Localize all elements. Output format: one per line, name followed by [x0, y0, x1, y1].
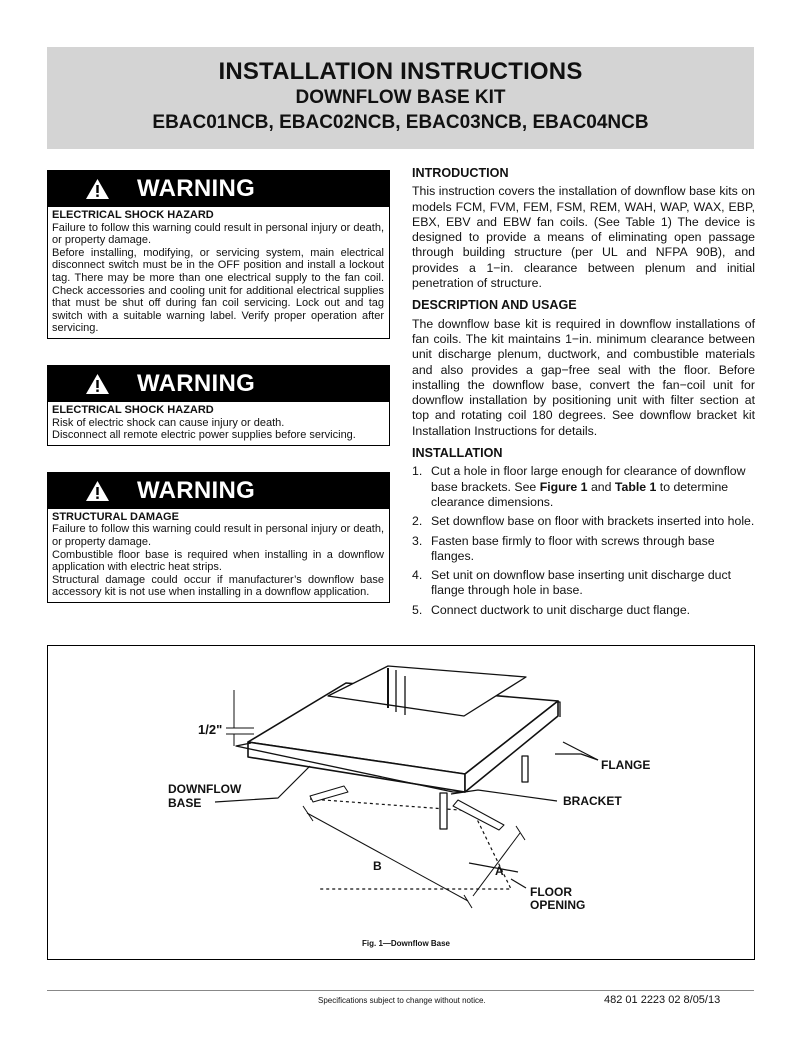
warning-triangle-icon: [85, 480, 110, 502]
list-item: [412, 534, 755, 565]
bracket-label: BRACKET: [563, 794, 622, 808]
list-item: [412, 603, 755, 618]
warning-triangle-icon: [85, 178, 110, 200]
warning-label: WARNING: [137, 175, 256, 202]
installation-heading: INSTALLATION: [412, 446, 503, 461]
warning-banner: [48, 473, 389, 509]
warning-paragraph: Risk of electric shock can cause injury or death.: [52, 416, 285, 429]
warning-triangle-icon: [85, 373, 110, 395]
clearance-label: 1/2": [198, 722, 223, 737]
document-subtitle: DOWNFLOW BASE KIT: [295, 87, 506, 108]
footer-divider: [47, 990, 754, 991]
warning-paragraph: Failure to follow this warning could result in personal injury or death, or property damage.: [52, 221, 384, 247]
warning-paragraph: Before installing, modifying, or servicing system, main electrical disconnect switch must be in the OFF position and install a lockout tag. There may be more than one electrical supply to the fan coil. Check accessories and cooling unit for additional electrical supplies that must be shut off during fan coil servicing. Lock out and tag switch with a suitable warning label. Verify proper operation after servicing.: [52, 246, 384, 335]
warning-paragraph: Combustible floor base is required when installing in a downflow application with electric heat strips.: [52, 548, 384, 574]
figure-reference: Figure 1: [539, 479, 588, 494]
step-text: Cut a hole in floor large enough for clearance of downflow base brackets. See Figure 1 and Table 1 to determine clearance dimensions.: [431, 464, 746, 509]
warning-label: WARNING: [137, 476, 256, 504]
instructions-column: [412, 166, 755, 622]
warning-text: [48, 207, 389, 338]
description-heading: DESCRIPTION AND USAGE: [412, 298, 577, 313]
warning-box: [47, 170, 390, 339]
warning-paragraph: Structural damage could occur if manufacturer’s downflow base accessory kit is not use when installing in a downflow application.: [52, 573, 384, 599]
floor-opening-label: OPENING: [530, 898, 586, 912]
step-number: 4.: [412, 568, 423, 583]
warning-banner: [48, 171, 389, 207]
floor-opening-label: FLOOR: [530, 885, 572, 899]
document-code: 482 01 2223 02 8/05/13: [604, 994, 721, 1006]
warning-banner: [48, 366, 389, 402]
warning-box: [47, 365, 390, 446]
downflow-base-label: DOWNFLOW: [168, 782, 242, 796]
step-number: 3.: [412, 533, 423, 548]
warning-text: [48, 509, 389, 602]
hazard-title: ELECTRICAL SHOCK HAZARD: [52, 209, 214, 221]
warning-text: [48, 402, 389, 445]
downflow-base-figure: [47, 645, 755, 960]
model-numbers: EBAC01NCB, EBAC02NCB, EBAC03NCB, EBAC04NCB: [152, 112, 649, 133]
footer-note: Specifications subject to change without notice.: [318, 996, 486, 1005]
warning-label: WARNING: [137, 369, 256, 397]
description-text: The downflow base kit is required in downflow installations of fan coils. The kit maintains 1−in. minimum clearance between unit discharge plenum, ductwork, and combustible materials and also provides a gap−free seal with the floor. Before installing the downflow base, convert the fan−coil unit for downflow installation by positioning unit with filter section at top and rotating coil 180 degrees. See downflow bracket kit Installation Instructions for details.: [412, 316, 755, 438]
dimension-a-label: A: [495, 864, 504, 878]
list-item: [412, 568, 755, 599]
figure-caption: Fig. 1—Downflow Base: [362, 939, 451, 948]
list-item: [412, 514, 755, 529]
introduction-heading: INTRODUCTION: [412, 166, 509, 180]
step-text: Connect ductwork to unit discharge duct flange.: [431, 602, 691, 617]
hazard-title: ELECTRICAL SHOCK HAZARD: [52, 403, 214, 416]
downflow-base-label: BASE: [168, 796, 202, 810]
step-number: 2.: [412, 514, 423, 529]
warning-box: [47, 472, 390, 603]
step-text: Set downflow base on floor with brackets inserted into hole.: [431, 514, 755, 529]
document-title: INSTALLATION INSTRUCTIONS: [218, 58, 583, 85]
table-reference: Table 1: [614, 479, 657, 494]
dimension-b-label: B: [373, 859, 382, 873]
downflow-base-drawing: [48, 646, 754, 959]
document-header: [47, 47, 754, 149]
step-text: Set unit on downflow base inserting unit discharge duct flange through hole in base.: [431, 568, 732, 598]
step-number: 1.: [412, 464, 423, 479]
step-number: 5.: [412, 602, 423, 617]
introduction-text: This instruction covers the installation of downflow base kits on models FCM, FVM, FEM, FSM, REM, WAH, WAP, WAX, EBP, EBX, EBV and EBW fan coils. (See Table 1) The device is designed to provide a means of eliminating open passage through building structure (per UL and NFPA 90B), and provides a 1−in. clearance between plenum and initial penetration of structure.: [412, 184, 755, 291]
installation-steps: [412, 464, 755, 618]
warning-paragraph: Disconnect all remote electric power supplies before servicing.: [52, 429, 356, 442]
list-item: [412, 464, 755, 510]
warnings-column: [47, 170, 390, 629]
warning-paragraph: Failure to follow this warning could result in personal injury or death, or property damage.: [52, 523, 384, 548]
hazard-title: STRUCTURAL DAMAGE: [52, 510, 179, 523]
step-text: Fasten base firmly to floor with screws through base flanges.: [431, 533, 715, 563]
flange-label: FLANGE: [601, 758, 651, 772]
